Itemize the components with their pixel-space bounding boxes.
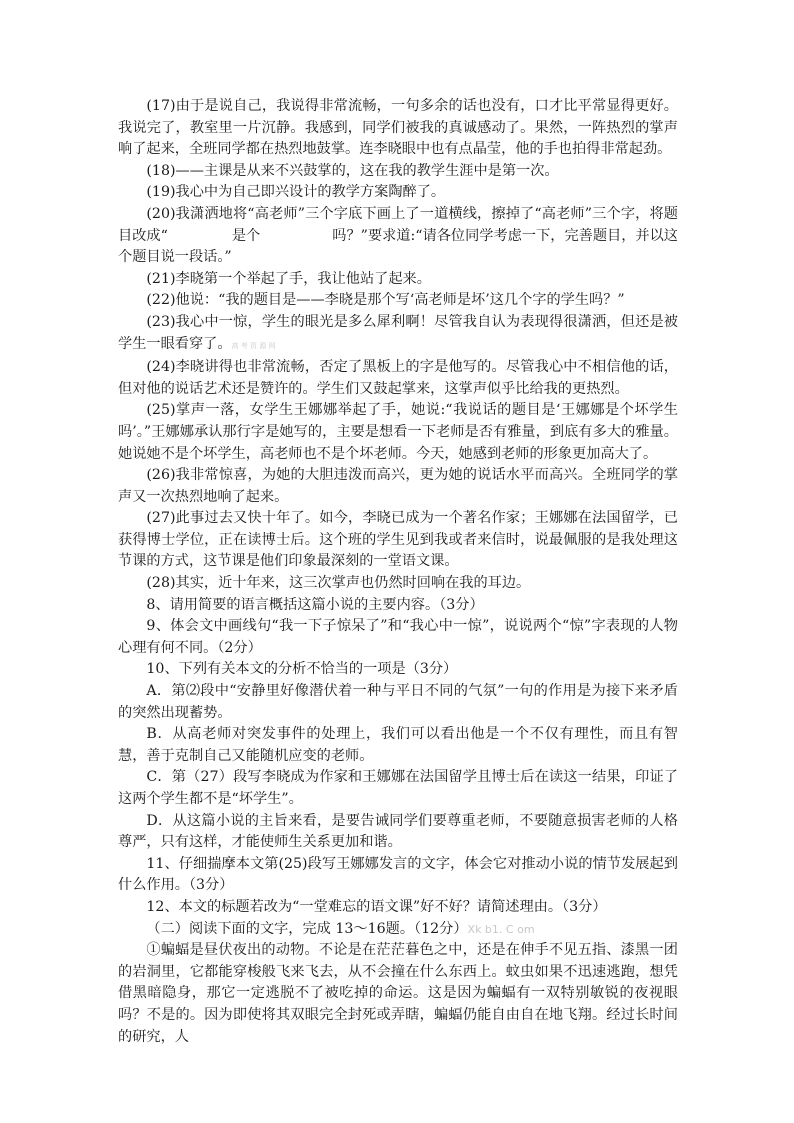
paragraph-23-text: (23)我心中一惊，学生的眼光是多么犀利啊！尽管我自认为表现得很潇洒，但还是被学生一眼看穿了。 [118,313,678,352]
paragraph-20-part-b: 是个 [231,227,261,244]
paragraph-21: (21)李晓第一个举起了手，我让他站了起来。 [146,270,431,287]
bat-paragraph-1: ①蝙蝠是昼伏夜出的动物。不论是在茫茫暮色之中，还是在伸手不见五指、漆黑一团的岩洞里，它都能穿梭般飞来飞去，从不会撞在什么东西上。蚊虫如果不迅速逃跑，想凭借黑暗隐身，那它一定逃脱不了被吃掉的命运。这是因为蝙蝠有一双特别敏锐的夜视眼吗？不是的。因为即使将其双眼完全封死或弄瞎，蝙蝠仍能自由自在地飞翔。经过长时间的研究，人 [118,942,678,1045]
paragraph-28: (28)其实，近十年来，这三次掌声也仍然时回响在我的耳边。 [146,575,531,592]
question-11: 11、仔细揣摩本文第(25)段写王娜娜发言的文字，体会它对推动小说的情节发展起到什么作用。（3分） [118,855,678,894]
document-page [118,96,678,1048]
section-2-heading [118,919,678,941]
option-d: D．从这篇小说的主旨来看，是要告诫同学们要尊重老师，不要随意损害老师的人格尊严，只有这样，才能使师生关系更加和谐。 [118,812,678,851]
paragraph-19: (19)我心中为自己即兴设计的教学方案陶醉了。 [146,184,446,201]
paragraph-20 [118,204,678,269]
watermark-text: 高 考 资 源 网 [231,341,276,350]
option-b: B．从高老师对突发事件的处理上，我们可以看出他是一个不仅有理性，而且有智慧，善于克制自己又能随机应变的老师。 [118,726,678,764]
paragraph-20-part-c: 吗？”要求道:“请各位同学考虑一下，完善题目，并以这个题目说一段话。” [118,227,678,266]
paragraph-23 [118,312,678,357]
paragraph-26: (26)我非常惊喜，为她的大胆违泼而高兴，更为她的说话水平而高兴。全班同学的掌声又一次热烈地响了起来。 [118,467,678,505]
paragraph-17: (17)由于是说自己，我说得非常流畅，一句多余的话也没有，口才比平常显得更好。我说完了，教室里一片沉静。我感到，同学们被我的真诚感动了。果然，一阵热烈的掌声响了起来，全班同学都在热烈地鼓掌。连李晓眼中也有点晶莹，他的手也拍得非常起劲。 [118,98,678,158]
option-a: A．第⑵段中“安静里好像潜伏着一种与平日不同的气氛”一句的作用是为接下来矛盾的突然出现蓄势。 [118,683,678,721]
paragraph-27: (27)此事过去又快十年了。如今，李晓已成为一个著名作家；王娜娜在法国留学，已获得博士学位，正在读博士后。这个班的学生见到我或者来信时，说最佩服的是我处理这节课的方式，这节课是他们印象最深刻的一堂语文课。 [118,510,678,570]
paragraph-22: (22)他说：“我的题目是——李晓是那个写‘高老师是坏’这几个字的学生吗？” [146,292,625,309]
question-8: 8、请用简要的语言概括这篇小说的主要内容。（3分） [146,596,484,613]
question-12: 12、本文的标题若改为“一堂难忘的语文课”好不好？请简述理由。（3分） [146,898,607,915]
section-2-text: （二）阅读下面的文字，完成 13～16题。（12分） [146,920,468,937]
paragraph-25: (25)掌声一落，女学生王娜娜举起了手，她说:“我说话的题目是‘王娜娜是个坏学生吗’。”王娜娜承认那行字是她写的，主要是想看一下老师是否有雅量，到底有多大的雅量。她说她不是个坏学生，高老师也不是个坏老师。今天，她感到老师的形象更加高大了。 [118,402,678,462]
question-10: 10、下列有关本文的分析不恰当的一项是（3分） [146,661,458,678]
watermark-text: Xk b1. C om [467,922,535,936]
paragraph-20-part-a: (20)我潇洒地将“高老师”三个字底下画上了一道横线，擦掉了“高老师”三个字，将题目改成“ [118,205,678,244]
option-c: C．第（27）段写李晓成为作家和王娜娜在法国留学且博士后在读这一结果，印证了这两个学生都不是“坏学生”。 [118,769,678,807]
paragraph-24: (24)李晓讲得也非常流畅，否定了黑板上的字是他写的。尽管我心中不相信他的话，但对他的说话艺术还是赞许的。学生们又鼓起掌来，这掌声似乎比给我的更热烈。 [118,359,678,397]
question-9: 9、体会文中画线句“我一下子惊呆了”和“我心中一惊”，说说两个“惊”字表现的人物心理有何不同。（2分） [118,618,678,656]
paragraph-18: (18)——主课是从来不兴鼓掌的，这在我的教学生涯中是第一次。 [146,162,559,179]
